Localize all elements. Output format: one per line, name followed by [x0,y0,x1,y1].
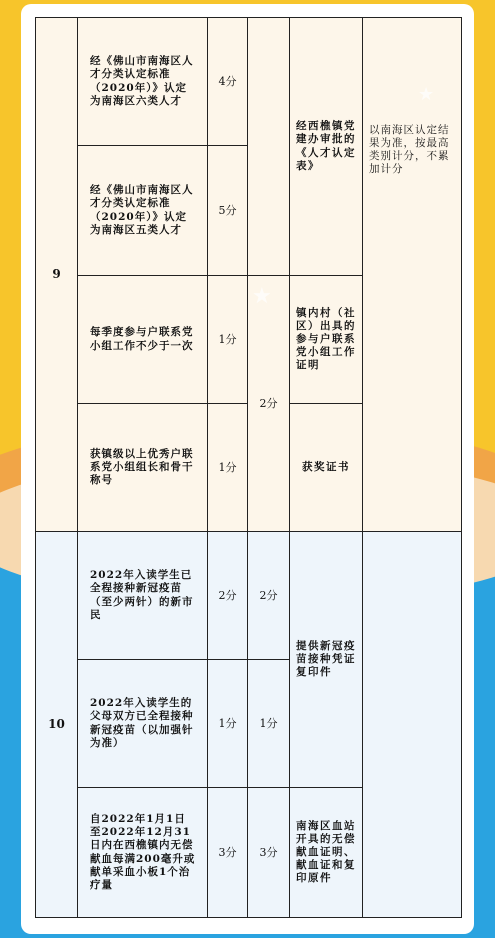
material-text: 提供新冠疫苗接种凭证复印件 [290,532,363,788]
criteria-text: 自2022年1月1日至2022年12月31日内在西樵镇内无偿献血每满200毫升或献单采血小板1个治疗量 [78,788,208,918]
table-row [36,18,462,146]
table-row [36,532,462,660]
row-number: 10 [36,532,78,918]
row-number: 9 [36,18,78,532]
star-icon: ★ [252,284,272,309]
criteria-text: 经《佛山市南海区人才分类认定标准（2020年）》认定为南海区六类人才 [78,18,208,146]
cap-cell: 3分 [248,788,290,918]
score-cell: 5分 [208,146,248,276]
criteria-text: 2022年入读学生的父母双方已全程接种新冠疫苗（以加强针为准） [78,660,208,788]
points-table [35,17,462,918]
cap-cell [248,18,290,276]
material-text: 经西樵镇党建办审批的《人才认定表》 [290,18,363,276]
cap-cell: 1分 [248,660,290,788]
score-cell: 1分 [208,404,248,532]
material-text: 镇内村（社区）出具的参与户联系党小组工作证明 [290,276,363,404]
cap-cell: 2分 [248,532,290,660]
score-cell: 1分 [208,276,248,404]
score-cell: 3分 [208,788,248,918]
criteria-text: 经《佛山市南海区人才分类认定标准（2020年）》认定为南海区五类人才 [78,146,208,276]
score-cell: 2分 [208,532,248,660]
score-cell: 4分 [208,18,248,146]
criteria-text: 2022年入读学生已全程接种新冠疫苗（至少两针）的新市民 [78,532,208,660]
remark-text: 以南海区认定结果为准，按最高类别计分，不累加计分 [363,18,462,532]
material-text: 获奖证书 [290,404,363,532]
remark-empty [363,532,462,918]
material-text: 南海区血站开具的无偿献血证明、献血证和复印原件 [290,788,363,918]
star-icon: ★ [418,84,435,105]
criteria-text: 每季度参与户联系党小组工作不少于一次 [78,276,208,404]
score-cell: 1分 [208,660,248,788]
group-score-cell: 2分 [248,276,290,532]
criteria-text: 获镇级以上优秀户联系党小组组长和骨干称号 [78,404,208,532]
